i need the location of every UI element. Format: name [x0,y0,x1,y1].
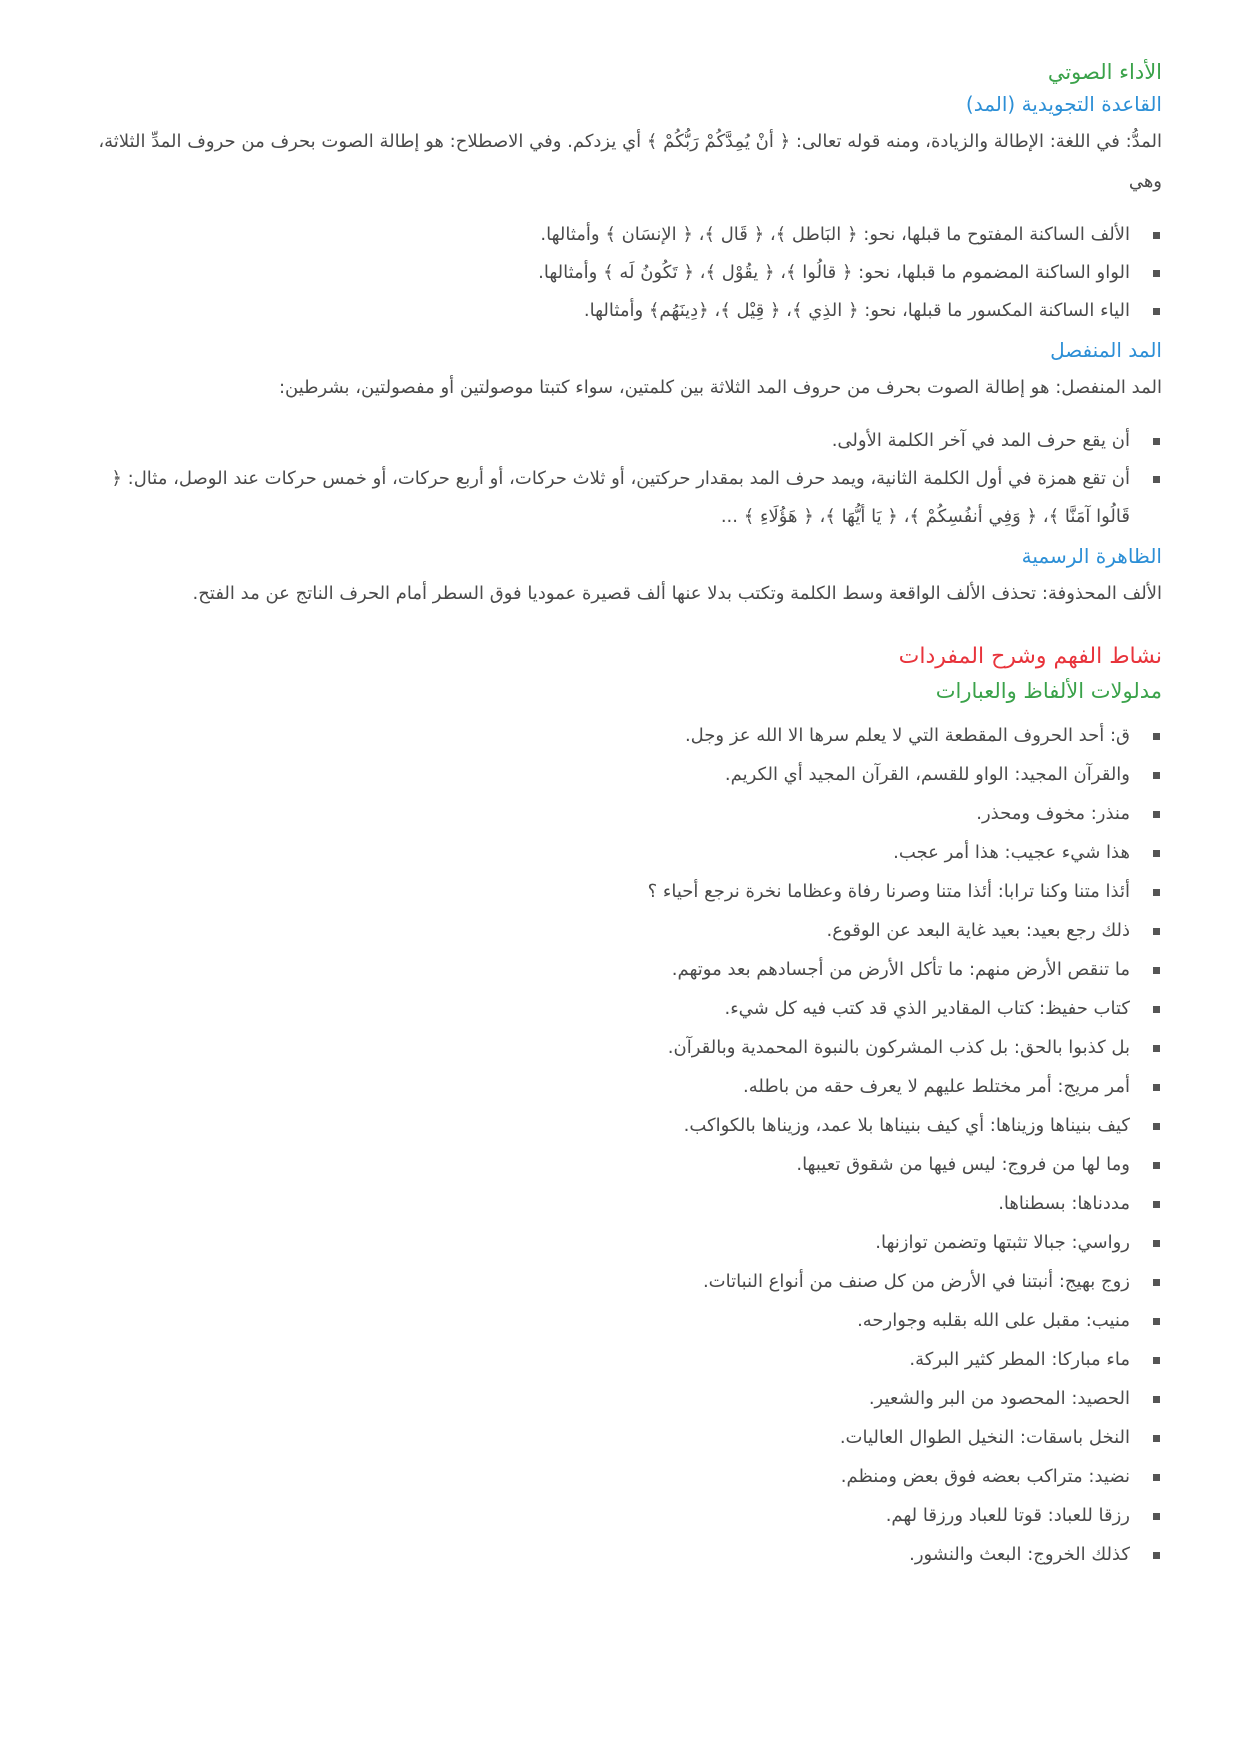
square-bullet-icon [1153,1240,1160,1247]
list-item: منيب: مقبل على الله بقلبه وجوارحه. [72,1302,1162,1339]
square-bullet-icon [1153,438,1160,445]
vocab-title: مدلولات الألفاظ والعبارات [935,679,1162,703]
list-item: وما لها من فروج: ليس فيها من شقوق تعيبها. [72,1146,1162,1183]
square-bullet-icon [1153,1513,1160,1520]
list-item: كتاب حفيظ: كتاب المقادير الذي قد كتب فيه كل شيء. [72,990,1162,1027]
square-bullet-icon [1153,1279,1160,1286]
list-item: النخل باسقات: النخيل الطوال العاليات. [72,1419,1162,1456]
audio-section-title: الأداء الصوتي [1047,60,1162,84]
square-bullet-icon [1153,1435,1160,1442]
square-bullet-icon [1153,1084,1160,1091]
square-bullet-icon [1153,232,1160,239]
square-bullet-icon [1153,1123,1160,1130]
square-bullet-icon [1153,1162,1160,1169]
munfasil-conditions-list [72,422,1162,536]
list-item: أمر مريج: أمر مختلط عليهم لا يعرف حقه من باطله. [72,1068,1162,1105]
list-item: أن تقع همزة في أول الكلمة الثانية، ويمد حرف المد بمقدار حركتين، أو ثلاث حركات، أو أربع حركات، أو خمس حركات عند الوصل، مثال: ﴿ قَالُوا آمَنَّا ﴾، ﴿ وَفِي أنفُسِكُمْ ﴾، ﴿ يَا أيُّهَا ﴾، ﴿ هَؤُلَاءِ ﴾ ... [72,460,1162,536]
list-item: الحصيد: المحصود من البر والشعير. [72,1380,1162,1417]
square-bullet-icon [1153,733,1160,740]
rasm-title: الظاهرة الرسمية [1021,544,1162,568]
list-item: زوج بهيج: أنبتنا في الأرض من كل صنف من أنواع النباتات. [72,1263,1162,1300]
list-item: أئذا متنا وكنا ترابا: أئذا متنا وصرنا رفاة وعظاما نخرة نرجع أحياء ؟ [72,873,1162,910]
square-bullet-icon [1153,308,1160,315]
munfasil-definition: المد المنفصل: هو إطالة الصوت بحرف من حروف المد الثلاثة بين كلمتين، سواء كتبتا موصولتين أو مفصولتين، بشرطين: [278,377,1162,398]
list-item: رواسي: جبالا تثبتها وتضمن توازنها. [72,1224,1162,1261]
list-item: نضيد: متراكب بعضه فوق بعض ومنظم. [72,1458,1162,1495]
list-item: منذر: مخوف ومحذر. [72,795,1162,832]
square-bullet-icon [1153,928,1160,935]
vocab-list [72,717,1162,1573]
square-bullet-icon [1153,1552,1160,1559]
document-page [72,50,1162,1577]
rasm-text: الألف المحذوفة: تحذف الألف الواقعة وسط الكلمة وتكتب بدلا عنها ألف قصيرة عموديا فوق السطر أمام الحرف الناتج عن مد الفتح. [192,583,1162,604]
list-item: ماء مباركا: المطر كثير البركة. [72,1341,1162,1378]
list-item: الياء الساكنة المكسور ما قبلها، نحو: ﴿ الذِي ﴾، ﴿ قِيْل ﴾، ﴿دِينَهُم﴾ وأمثالها. [72,292,1162,330]
tajweed-rule-title: القاعدة التجويدية (المد) [965,92,1162,116]
square-bullet-icon [1153,889,1160,896]
list-item: أن يقع حرف المد في آخر الكلمة الأولى. [72,422,1162,460]
square-bullet-icon [1153,1201,1160,1208]
list-item: والقرآن المجيد: الواو للقسم، القرآن المجيد أي الكريم. [72,756,1162,793]
list-item: هذا شيء عجيب: هذا أمر عجب. [72,834,1162,871]
list-item: ق: أحد الحروف المقطعة التي لا يعلم سرها الا الله عز وجل. [72,717,1162,754]
square-bullet-icon [1153,1006,1160,1013]
madd-definition: المدُّ: في اللغة: الإطالة والزيادة، ومنه قوله تعالى: ﴿ أنْ يُمِدَّكُمْ رَبُّكُمْ ﴾ أي يزدكم. وفي الاصطلاح: هو إطالة الصوت بحرف من حروف المدِّ الثلاثة، وهي [98,131,1162,192]
munfasil-title: المد المنفصل [1050,338,1162,362]
square-bullet-icon [1153,811,1160,818]
square-bullet-icon [1153,270,1160,277]
madd-letters-list [72,216,1162,330]
list-item: الألف الساكنة المفتوح ما قبلها، نحو: ﴿ البَاطل ﴾، ﴿ قَال ﴾، ﴿ الإنسَان ﴾ وأمثالها. [72,216,1162,254]
square-bullet-icon [1153,772,1160,779]
square-bullet-icon [1153,1474,1160,1481]
square-bullet-icon [1153,967,1160,974]
activity-title: نشاط الفهم وشرح المفردات [898,644,1162,669]
list-item: الواو الساكنة المضموم ما قبلها، نحو: ﴿ قالُوا ﴾، ﴿ يقُوْل ﴾، ﴿ تَكُونُ لَه ﴾ وأمثالها. [72,254,1162,292]
list-item: ما تنقص الأرض منهم: ما تأكل الأرض من أجسادهم بعد موتهم. [72,951,1162,988]
list-item: مددناها: بسطناها. [72,1185,1162,1222]
list-item: بل كذبوا بالحق: بل كذب المشركون بالنبوة المحمدية وبالقرآن. [72,1029,1162,1066]
square-bullet-icon [1153,476,1160,483]
square-bullet-icon [1153,850,1160,857]
square-bullet-icon [1153,1357,1160,1364]
list-item: رزقا للعباد: قوتا للعباد ورزقا لهم. [72,1497,1162,1534]
square-bullet-icon [1153,1318,1160,1325]
square-bullet-icon [1153,1045,1160,1052]
list-item: كذلك الخروج: البعث والنشور. [72,1536,1162,1573]
list-item: كيف بنيناها وزيناها: أي كيف بنيناها بلا عمد، وزيناها بالكواكب. [72,1107,1162,1144]
square-bullet-icon [1153,1396,1160,1403]
list-item: ذلك رجع بعيد: بعيد غاية البعد عن الوقوع. [72,912,1162,949]
